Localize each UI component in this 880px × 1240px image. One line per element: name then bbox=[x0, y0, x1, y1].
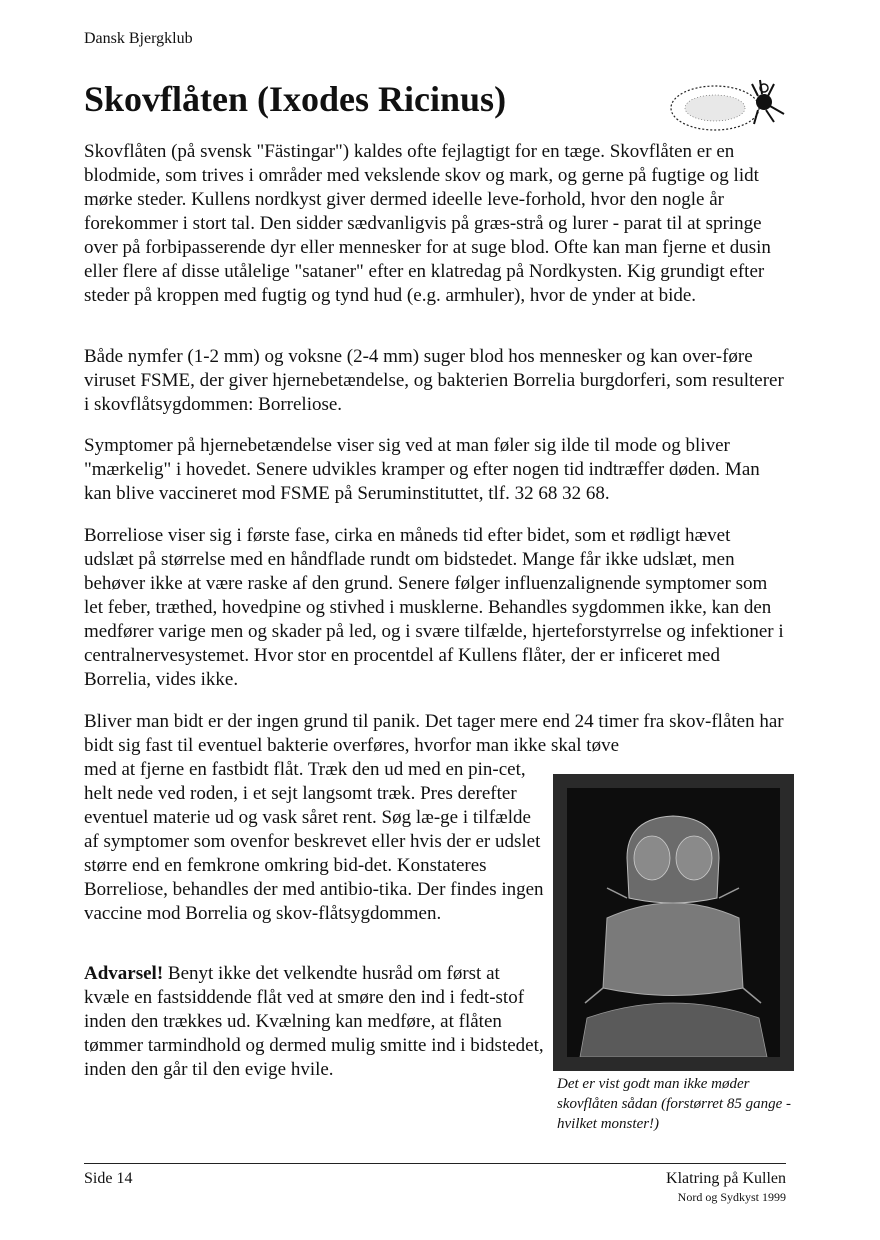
footer-divider bbox=[84, 1163, 786, 1164]
tick-micrograph-image bbox=[553, 774, 794, 1071]
paragraph-transmission bbox=[84, 345, 784, 417]
tick-illustration-icon bbox=[660, 70, 790, 140]
paragraph-encephalitis bbox=[84, 434, 784, 506]
paragraph-warning bbox=[84, 962, 544, 1082]
paragraph-intro bbox=[84, 140, 784, 308]
article-title: Skovflåten (Ixodes Ricinus) bbox=[84, 79, 507, 119]
warning-text: Benyt ikke det velkendte husråd om først at kvæle en fastsiddende flåt ved at smøre den ind i fedt-stof inden den trækkes ud. Kvælning kan medføre, at flåten tømmer tarmindhold og dermed mulig smitte ind i bidstedet, inden den går til den evige hvile. bbox=[84, 963, 544, 1080]
paragraph-borreliosis bbox=[84, 524, 784, 692]
footer-page-number: Side 14 bbox=[84, 1170, 133, 1187]
paragraph-bitten-continued bbox=[84, 758, 544, 926]
paragraph-text: med at fjerne en fastbidt flåt. Træk den ud med en pin-cet, helt nede ved roden, i et sejt langsomt træk. Pres derefter eventuel materie ud og vask såret rent. Søg læ-ge i tilfælde af symptomer som ovenfor beskrevet eller hvis der er udslet større end en femkrone omkring bid-det. Konstateres Borreliose, behandles der med antibio-tika. Der findes ingen vaccine mod Borrelia og skov-flåtsygdommen. bbox=[84, 759, 544, 924]
footer-publication: Klatring på Kullen bbox=[666, 1170, 786, 1187]
warning-label: Advarsel! bbox=[84, 963, 164, 984]
paragraph-text: Borreliose viser sig i første fase, cirka en måneds tid efter bidet, som et rødligt hævet udslæt på størrelse med en håndflade rundt om bidstedet. Mange får ikke udslæt, men behøver ikke at være raske af den grund. Senere følger influenzalignende symptomer som let feber, træthed, hovedpine og stivhed i musklerne. Behandles sygdommen ikke, kan den medfører varige men og skader på led, og i svære tilfælde, hjerteforstyrrelse og infektioner i centralnervesystemet. Hvor stor en procentdel af Kullens flåter, der er inficeret med Borrelia, vides ikke. bbox=[84, 525, 784, 690]
paragraph-text: Både nymfer (1-2 mm) og voksne (2-4 mm) suger blod hos mennesker og kan over-føre viruset FSME, der giver hjernebetændelse, og bakterien Borrelia burgdorferi, som resulterer i skovflåtsygdommen: Borreliose. bbox=[84, 346, 784, 415]
paragraph-text: Bliver man bidt er der ingen grund til panik. Det tager mere end 24 timer fra skov-flåten har bidt sig fast til eventuel bakterie overføres, hvorfor man ikke skal tøve bbox=[84, 711, 784, 756]
paragraph-bitten-start bbox=[84, 710, 784, 758]
micrograph-picture bbox=[567, 788, 780, 1057]
photo-caption: Det er vist godt man ikke møder skovflåten sådan (forstørret 85 gange - hvilket monster!) bbox=[557, 1076, 792, 1132]
paragraph-text: Skovflåten (på svensk "Fästingar") kaldes ofte fejlagtigt for en tæge. Skovflåten er en blodmide, som trives i områder med vekslende skov og mark, og gerne på fugtige og lidt mørke steder. Kullens nordkyst giver dermed ideelle leve-forhold, hvor den nogle år forekommer i stort tal. Den sidder sædvanligvis på græs-strå og lurer - parat til at springe over på forbipasserende dyr eller mennesker for at suge blod. Ofte kan man fjerne et dusin eller flere af disse utålelige "sataner" efter en klatredag på Nordkysten. Kig grundigt efter steder på kroppen med fugtig og tynd hud (e.g. armhuler), hvor de ynder at bide. bbox=[84, 141, 771, 306]
header-club-name: Dansk Bjergklub bbox=[84, 30, 193, 47]
footer-subtitle: Nord og Sydkyst 1999 bbox=[677, 1190, 786, 1204]
paragraph-text: Symptomer på hjernebetændelse viser sig ved at man føler sig ilde til mode og bliver "mærkelig" i hovedet. Senere udvikles kramper og efter nogen tid indtræffer døden. Man kan blive vaccineret mod FSME på Seruminstituttet, tlf. 32 68 32 68. bbox=[84, 435, 760, 504]
